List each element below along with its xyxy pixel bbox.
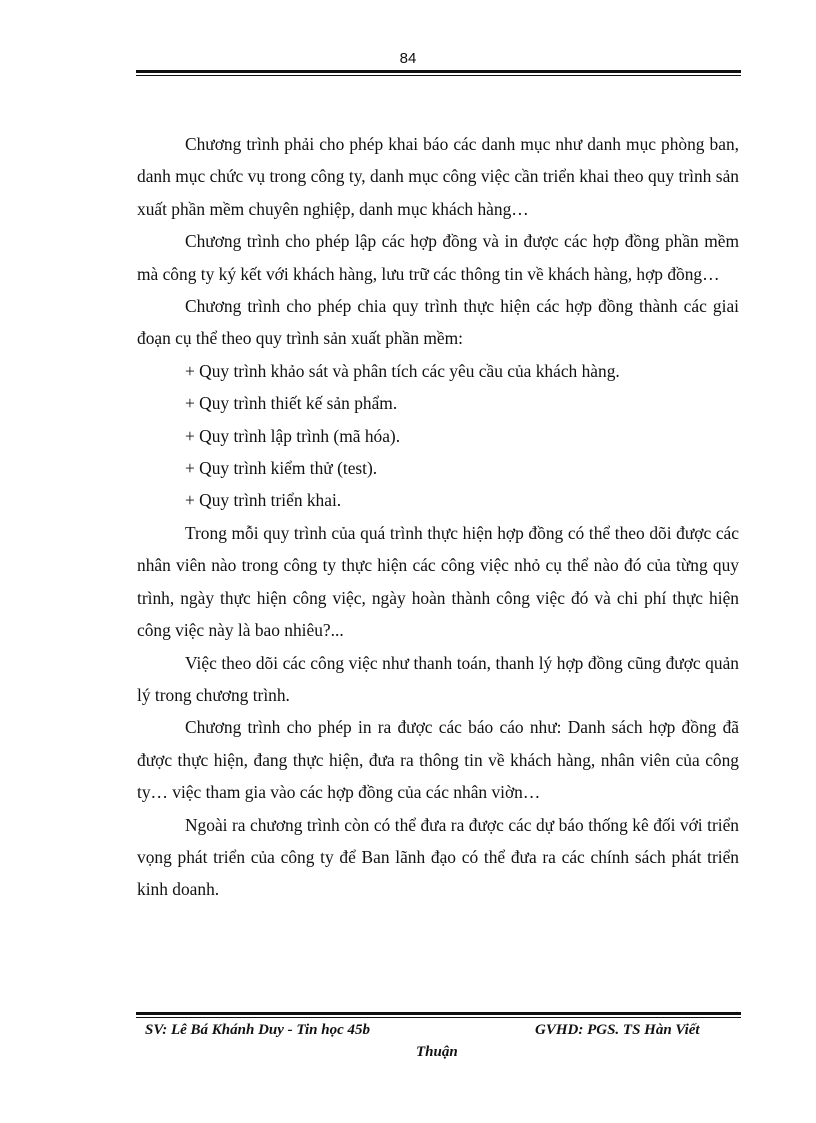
- list-item-coding: + Quy trình lập trình (mã hóa).: [185, 425, 401, 446]
- footer-rule-thin: [136, 1017, 741, 1018]
- footer-rule-thick: [136, 1012, 741, 1015]
- paragraph-categories: Chương trình phải cho phép khai báo các danh mục như danh mục phòng ban, danh mục chức vụ trong công ty, danh mục công việc cần triển khai theo quy trình sản xuất phần mềm chuyên nghiệp, danh mục khách hàng…: [137, 134, 739, 219]
- body-text: [137, 128, 739, 906]
- paragraph-reports: Chương trình cho phép in ra được các báo cáo như: Danh sách hợp đồng đã được thực hiện, đang thực hiện, đưa ra thông tin về khách hàng, nhân viên của công ty… việc tham gia vào các hợp đồng của các nhân viờn…: [137, 717, 739, 803]
- header-rule-thick: [136, 70, 741, 73]
- footer-advisor: GVHD: PGS. TS Hàn Viết: [535, 1022, 700, 1038]
- paragraph-forecast: Ngoài ra chương trình còn có thể đưa ra được các dự báo thống kê đối với triển vọng phát triển của công ty để Ban lãnh đạo có thể đưa ra các chính sách phát triển kinh doanh.: [137, 814, 739, 900]
- list-item-design: + Quy trình thiết kế sản phẩm.: [185, 393, 398, 414]
- paragraph-tracking: Trong mỗi quy trình của quá trình thực hiện hợp đồng có thể theo dõi được các nhân viên nào trong công ty thực hiện các công việc nhỏ cụ thể nào đó của từng quy trình, ngày thực hiện công việc, ngày hoàn thành công việc đó và chi phí thực hiện công việc này là bao nhiêu?...: [137, 522, 739, 641]
- list-item-survey: + Quy trình khảo sát và phân tích các yêu cầu của khách hàng.: [185, 360, 620, 381]
- footer-student: SV: Lê Bá Khánh Duy - Tin học 45b: [145, 1022, 371, 1038]
- list-item-testing: + Quy trình kiểm thử (test).: [185, 458, 378, 479]
- paragraph-payment: Việc theo dõi các công việc như thanh toán, thanh lý hợp đồng cũng được quản lý trong chương trình.: [137, 652, 739, 705]
- paragraph-phases: Chương trình cho phép chia quy trình thực hiện các hợp đồng thành các giai đoạn cụ thể theo quy trình sản xuất phần mềm:: [137, 296, 739, 349]
- footer-advisor-continued: Thuận: [416, 1044, 458, 1060]
- header-rule-thin: [136, 75, 741, 76]
- page-number: 84: [399, 50, 417, 67]
- list-item-deployment: + Quy trình triển khai.: [185, 490, 342, 511]
- paragraph-contracts: Chương trình cho phép lập các hợp đồng và in được các hợp đồng phần mềm mà công ty ký kết với khách hàng, lưu trữ các thông tin về khách hàng, hợp đồng…: [137, 231, 739, 284]
